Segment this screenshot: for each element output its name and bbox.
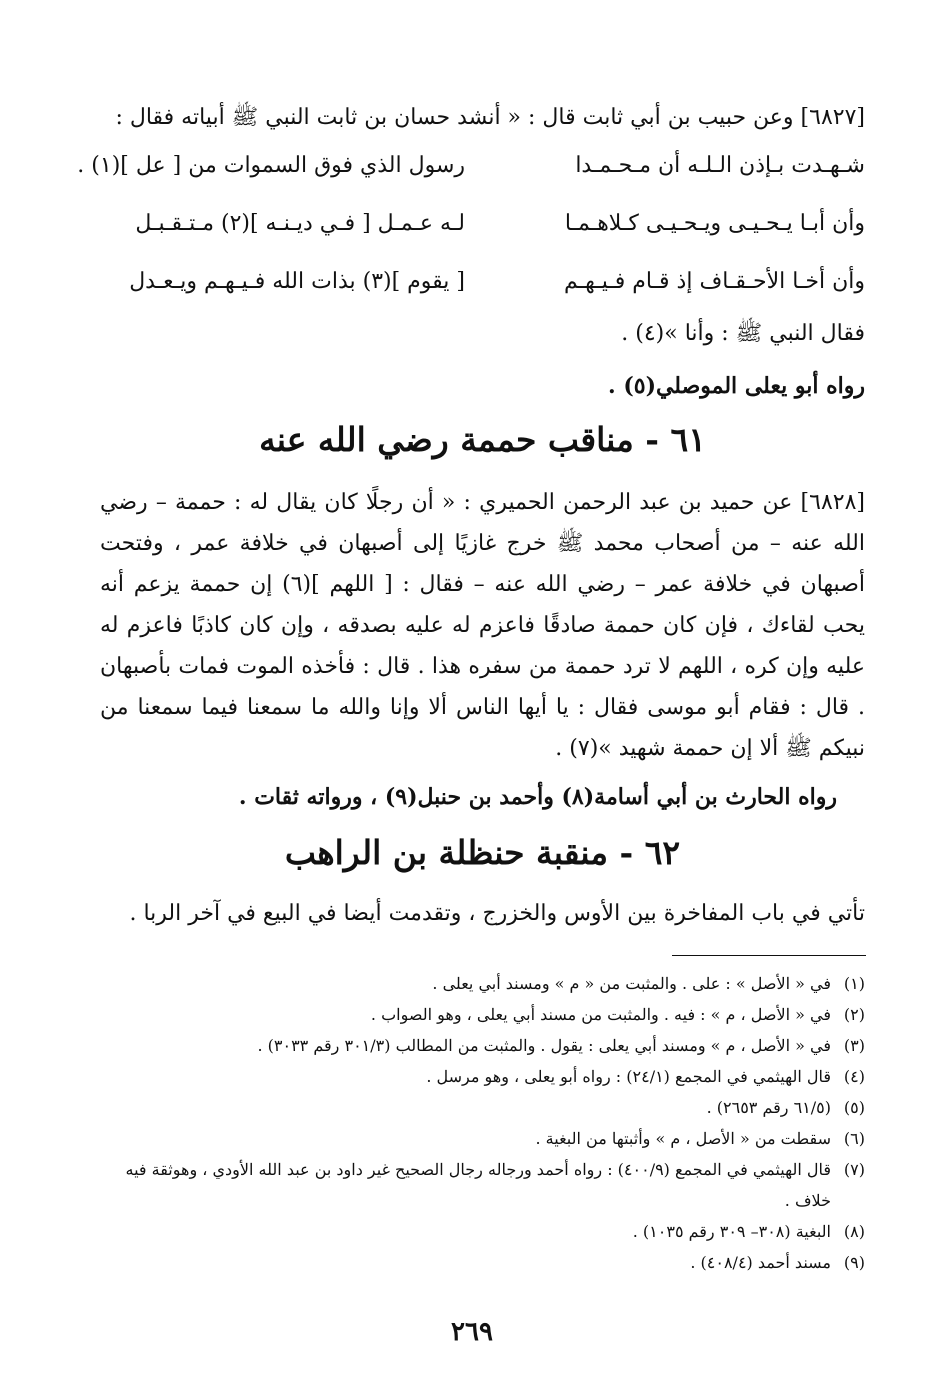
poem-verse — [100, 269, 865, 313]
verse-first-hemistich: وأن أخـا الأحـقـاف إذ قـام فـيـهـم — [564, 269, 865, 294]
section-62-text: تأتي في باب المفاخرة بين الأوس والخزرج ، وتقدمت أيضا في البيع في آخر الربا . — [129, 901, 865, 926]
footnote-text: قال الهيثمي في المجمع (٢٤/١) : رواه أبو يعلى ، وهو مرسل . — [426, 1067, 831, 1086]
hadith-6827-source: رواه أبو يعلى الموصلي(٥) . — [608, 373, 865, 399]
footnote-number: (٢) — [843, 1005, 865, 1024]
footnote-item — [100, 1092, 865, 1123]
footnote-text: مسند أحمد (٤٠٨/٤) . — [690, 1253, 831, 1272]
hadith-6827-intro: [٦٨٢٧] وعن حبيب بن أبي ثابت قال : « أنشد حسان بن ثابت النبي ﷺ أبياته فقال : — [115, 105, 865, 130]
footnote-item — [100, 1061, 865, 1092]
footnote-item — [100, 1247, 865, 1278]
footnote-divider — [672, 955, 866, 956]
hadith-6828-source: رواه الحارث بن أبي أسامة(٨) وأحمد بن حنبل(٩) ، ورواته ثقات . — [238, 784, 837, 810]
verse-first-hemistich: شـهـدت بـإذن الـلـه أن مـحـمـدا — [575, 153, 865, 178]
verse-second-hemistich: رسول الذي فوق السموات من [ عل ](١) . — [77, 153, 465, 178]
poem — [77, 153, 865, 325]
section-heading-61: ٦١ - مناقب حممة رضي الله عنه — [259, 420, 706, 459]
verse-second-hemistich: لـه عـمـل [ فـي ديـنـه ](٢) مـتـقـبـل — [135, 211, 465, 236]
footnote-number: (٥) — [843, 1098, 865, 1117]
footnote-text: البغية (٣٠٨– ٣٠٩ رقم ١٠٣٥) . — [632, 1222, 831, 1241]
footnote-text: في « الأصل ، م » ومسند أبي يعلى : يقول . والمثبت من المطالب (٣٠١/٣ رقم ٣٠٣٣) . — [257, 1036, 831, 1055]
verse-first-hemistich: وأن أبـا يـحـيـى ويـحـيـى كـلاهـمـا — [564, 211, 865, 236]
footnote-number: (٩) — [843, 1253, 865, 1272]
footnote-text: في « الأصل » : على . والمثبت من « م » ومسند أبي يعلى . — [432, 974, 831, 993]
hadith-6828-text: [٦٨٢٨] عن حميد بن عبد الرحمن الحميري : « أن رجلًا كان يقال له : حممة – رضي الله عنه – من أصحاب محمد ﷺ خرج غازيًا إلى أصبهان في خلافة عمر ، وفتحت أصبهان في خلافة عمر – رضي الله عنه – فقال : [ اللهم ](٦) إن حممة يزعم أنه يحب لقاءك ، فإن كان حممة صادقًا فاعزم له عليه بصدقه ، وإن كان كاذبًا فاعزم له عليه وإن كره ، اللهم لا ترد حممة من سفره هذا . قال : فأخذه الموت فمات بأصبهان . قال : فقام أبو موسى فقال : يا أيها الناس ألا وإنا والله ما سمعنا فيما سمعنا من نبيكم ﷺ ألا إن حممة شهيد »(٧) . — [100, 490, 865, 761]
hadith-6827-closing: فقال النبي ﷺ : وأنا »(٤) . — [621, 321, 865, 346]
footnote-number: (٧) — [843, 1160, 865, 1179]
footnote-item — [100, 1154, 865, 1216]
footnote-item — [100, 1216, 865, 1247]
page-number: ٢٦٩ — [451, 1317, 493, 1347]
footnote-item — [100, 1030, 865, 1061]
footnote-number: (٨) — [843, 1222, 865, 1241]
footnote-item — [100, 968, 865, 999]
footnote-text: في « الأصل ، م » : فيه . والمثبت من مسند أبي يعلى ، وهو الصواب . — [370, 1005, 831, 1024]
verse-second-hemistich: [ يقوم ](٣) بذات الله فـيـهـم ويـعـدل — [129, 269, 465, 294]
footnote-number: (٣) — [843, 1036, 865, 1055]
footnote-number: (٤) — [843, 1067, 865, 1086]
footnote-text: سقطت من « الأصل ، م » وأثبتها من البغية . — [535, 1129, 831, 1148]
footnotes — [100, 968, 865, 1278]
poem-verse — [100, 211, 865, 255]
section-heading-62: ٦٢ - منقبة حنظلة بن الراهب — [284, 833, 681, 872]
footnote-number: (١) — [843, 974, 865, 993]
footnote-item — [100, 1123, 865, 1154]
footnote-number: (٦) — [843, 1129, 865, 1148]
footnote-item — [100, 999, 865, 1030]
poem-verse — [77, 153, 865, 197]
footnote-text: قال الهيثمي في المجمع (٤٠٠/٩) : رواه أحمد ورجاله رجال الصحيح غير داود بن عبد الله الأودي ، وهوثقة فيه خلاف . — [125, 1160, 831, 1210]
footnote-text: (٦١/٥ رقم ٢٦٥٣) . — [706, 1098, 831, 1117]
